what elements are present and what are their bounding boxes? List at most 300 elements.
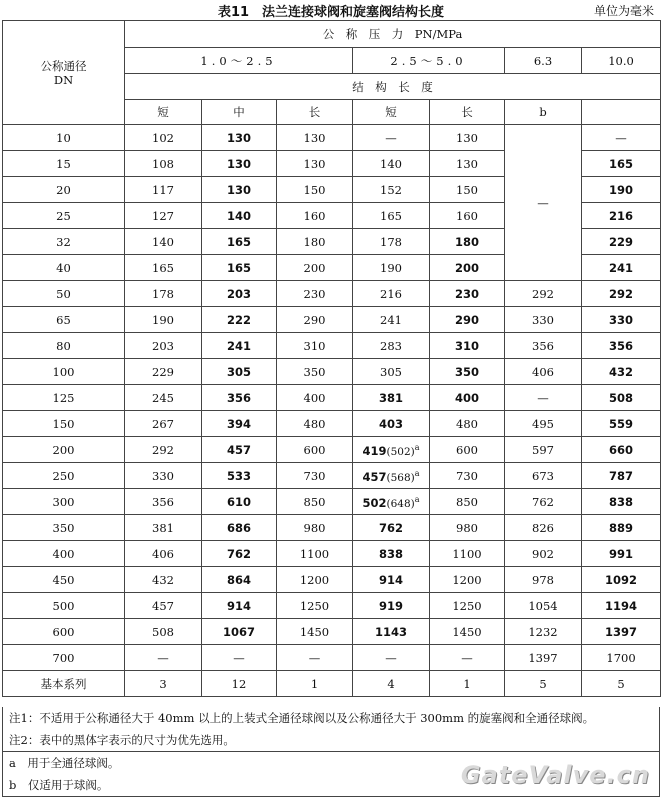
basic-series-label: 基本系列 <box>3 671 125 697</box>
long-2-cell-value: 290 <box>454 312 479 327</box>
dn-cell-value: 350 <box>52 520 75 535</box>
b-cell <box>505 281 582 307</box>
basic-series-value: 5 <box>582 671 661 697</box>
pn10-cell-value: 889 <box>609 520 634 535</box>
subcol-medium: 中 <box>202 100 277 125</box>
short-1-cell <box>125 151 202 177</box>
medium-cell-value: 686 <box>226 520 251 535</box>
pn10-cell <box>582 255 661 281</box>
long-1-cell <box>277 463 353 489</box>
dn-cell-value: 32 <box>56 234 71 249</box>
short-1-cell <box>125 281 202 307</box>
structure-length-header: 结 构 长 度 <box>125 74 661 100</box>
short-1-cell <box>125 645 202 671</box>
long-1-cell-value: 230 <box>303 286 326 301</box>
long-2-cell-value: 1250 <box>452 598 482 613</box>
note-1: 注1：不适用于公称通径大于 40mm 以上的上装式全通径球阀以及公称通径大于 300mm 的旋塞阀和全通径球阀。 <box>9 711 595 725</box>
medium-cell <box>202 645 277 671</box>
medium-cell <box>202 567 277 593</box>
short-1-cell-value: 457 <box>152 598 174 613</box>
watermark-logo: GateValve.cn <box>460 761 650 789</box>
dn-cell-value: 200 <box>52 442 75 457</box>
b-cell <box>505 359 582 385</box>
long-2-cell <box>430 489 505 515</box>
table-row <box>3 489 661 515</box>
medium-cell <box>202 593 277 619</box>
short-2-cell-value: 457 <box>362 469 387 484</box>
long-1-cell <box>277 359 353 385</box>
dn-header-cell <box>3 21 125 125</box>
pn10-cell-value: 241 <box>609 260 634 275</box>
medium-cell-value: 222 <box>226 312 251 327</box>
dn-cell <box>3 177 125 203</box>
b-cell <box>505 411 582 437</box>
long-2-cell <box>430 203 505 229</box>
pn10-cell <box>582 541 661 567</box>
short-2-cell <box>353 203 430 229</box>
medium-cell-value: 130 <box>226 130 251 145</box>
short-2-fullbore-value: (648) <box>386 497 415 510</box>
pn10-cell-value: 1397 <box>605 624 638 639</box>
b-cell-value: 673 <box>532 468 554 483</box>
dn-cell <box>3 359 125 385</box>
short-2-cell-value: 241 <box>380 312 402 327</box>
long-2-cell-value: 400 <box>454 390 479 405</box>
long-2-cell <box>430 411 505 437</box>
medium-cell <box>202 463 277 489</box>
subcol-b: b <box>505 100 582 125</box>
pn10-cell <box>582 151 661 177</box>
long-1-cell <box>277 125 353 151</box>
long-1-cell <box>277 593 353 619</box>
short-1-cell-value: 190 <box>152 312 174 327</box>
short-2-cell-value: 178 <box>380 234 402 249</box>
long-1-cell <box>277 255 353 281</box>
b-cell-value: 330 <box>532 312 554 327</box>
dn-cell-value: 700 <box>52 650 75 665</box>
dn-cell <box>3 619 125 645</box>
pn10-cell <box>582 645 661 671</box>
short-1-cell <box>125 359 202 385</box>
short-2-fullbore-value: (568) <box>386 471 415 484</box>
dn-cell <box>3 203 125 229</box>
medium-cell-value: — <box>233 650 245 665</box>
medium-cell-value: 864 <box>226 572 251 587</box>
short-2-cell-value: 140 <box>380 156 402 171</box>
medium-cell-value: 457 <box>226 442 251 457</box>
short-1-cell <box>125 385 202 411</box>
long-2-cell-value: 130 <box>456 130 478 145</box>
short-2-cell <box>353 151 430 177</box>
b-cell-value: 406 <box>532 364 554 379</box>
table-row <box>3 541 661 567</box>
long-2-cell-value: 1450 <box>452 624 482 639</box>
short-1-cell-value: 245 <box>152 390 174 405</box>
short-2-cell-value: 381 <box>378 390 403 405</box>
b-cell <box>505 645 582 671</box>
b-cell <box>505 567 582 593</box>
short-1-cell <box>125 203 202 229</box>
dn-header-unit: DN <box>53 72 74 87</box>
pressure-header: 公 称 压 力 PN/MPa <box>125 21 661 48</box>
short-2-cell-value: 152 <box>380 182 402 197</box>
short-1-cell-value: 267 <box>152 416 174 431</box>
long-2-cell-value: 150 <box>456 182 478 197</box>
long-2-cell <box>430 593 505 619</box>
pn10-cell <box>582 307 661 333</box>
dn-cell <box>3 593 125 619</box>
long-1-cell-value: 350 <box>303 364 326 379</box>
pn10-cell <box>582 515 661 541</box>
long-1-cell <box>277 411 353 437</box>
short-2-cell-value: 762 <box>378 520 403 535</box>
b-cell-value: 902 <box>532 546 554 561</box>
long-1-cell-value: 730 <box>303 468 326 483</box>
pressure-group-1: 1.0～2.5 <box>125 48 353 74</box>
dn-cell-value: 400 <box>52 546 75 561</box>
pn10-cell <box>582 437 661 463</box>
data-body <box>3 125 661 671</box>
pn10-cell-value: 1700 <box>606 650 636 665</box>
short-2-cell <box>353 489 430 515</box>
table-row <box>3 619 661 645</box>
long-1-cell-value: 1100 <box>299 546 330 561</box>
pn10-cell-value: 838 <box>609 494 634 509</box>
table-row <box>3 333 661 359</box>
long-1-cell <box>277 229 353 255</box>
dn-cell-value: 100 <box>52 364 75 379</box>
b-cell-value: 826 <box>532 520 554 535</box>
footnote-a-mark: a <box>414 494 420 504</box>
table-row <box>3 567 661 593</box>
dn-cell-value: 500 <box>52 598 75 613</box>
long-2-cell-value: 980 <box>456 520 478 535</box>
short-2-cell-value: 190 <box>380 260 402 275</box>
b-cell-value: 1054 <box>528 598 558 613</box>
header-row-pressure <box>3 21 661 48</box>
short-1-cell-value: 330 <box>152 468 174 483</box>
b-cell <box>505 463 582 489</box>
long-2-cell <box>430 255 505 281</box>
dn-cell-value: 125 <box>52 390 75 405</box>
pn10-cell <box>582 411 661 437</box>
long-1-cell-value: 150 <box>303 182 326 197</box>
short-2-cell <box>353 255 430 281</box>
short-1-cell <box>125 255 202 281</box>
table-row <box>3 437 661 463</box>
medium-cell-value: 356 <box>226 390 251 405</box>
medium-cell-value: 533 <box>226 468 251 483</box>
b-cell <box>505 307 582 333</box>
dn-cell <box>3 489 125 515</box>
pn10-cell <box>582 177 661 203</box>
dn-cell <box>3 229 125 255</box>
long-1-cell <box>277 281 353 307</box>
short-2-cell-value: 283 <box>380 338 402 353</box>
long-1-cell <box>277 333 353 359</box>
pn10-cell-value: 432 <box>609 364 634 379</box>
b-cell <box>505 489 582 515</box>
pn10-cell-value: 1092 <box>605 572 638 587</box>
short-2-cell <box>353 411 430 437</box>
dn-cell <box>3 151 125 177</box>
pn10-cell <box>582 281 661 307</box>
short-2-cell-value: 216 <box>380 286 402 301</box>
short-1-cell-value: 165 <box>152 260 174 275</box>
short-1-cell-value: 508 <box>152 624 174 639</box>
short-2-cell <box>353 359 430 385</box>
long-1-cell-value: 980 <box>303 520 326 535</box>
pn10-cell <box>582 489 661 515</box>
dn-cell <box>3 255 125 281</box>
short-2-cell <box>353 307 430 333</box>
medium-cell-value: 241 <box>226 338 251 353</box>
medium-cell-value: 203 <box>226 286 251 301</box>
short-1-cell <box>125 411 202 437</box>
medium-cell <box>202 151 277 177</box>
short-2-cell-value: 502 <box>362 495 387 510</box>
short-1-cell-value: 356 <box>152 494 174 509</box>
short-1-cell-value: 178 <box>152 286 174 301</box>
footnote-a: a 用于全通径球阀。 <box>3 751 659 774</box>
long-1-cell <box>277 437 353 463</box>
short-2-cell <box>353 567 430 593</box>
long-1-cell-value: 400 <box>303 390 326 405</box>
long-2-cell-value: 600 <box>456 442 478 457</box>
dn-cell-value: 10 <box>56 130 71 145</box>
long-2-cell-value: 180 <box>454 234 479 249</box>
long-2-cell <box>430 567 505 593</box>
long-1-cell-value: 1200 <box>299 572 330 587</box>
dn-cell-value: 40 <box>56 260 71 275</box>
table-row <box>3 515 661 541</box>
b-cell <box>505 593 582 619</box>
pn10-cell-value: 508 <box>609 390 634 405</box>
short-1-cell <box>125 177 202 203</box>
dn-cell-value: 80 <box>56 338 71 353</box>
short-2-cell <box>353 333 430 359</box>
table-row <box>3 359 661 385</box>
pressure-group-4: 10.0 <box>582 48 661 74</box>
unit-label: 单位为毫米 <box>593 4 654 18</box>
long-1-cell <box>277 307 353 333</box>
medium-cell <box>202 489 277 515</box>
table-row <box>3 281 661 307</box>
short-1-cell-value: 108 <box>152 156 174 171</box>
footnote-a-mark: a <box>414 468 420 478</box>
short-2-cell <box>353 645 430 671</box>
dn-cell-value: 450 <box>52 572 75 587</box>
medium-cell <box>202 515 277 541</box>
dn-cell <box>3 385 125 411</box>
dn-cell-value: 150 <box>52 416 75 431</box>
b-cell <box>505 333 582 359</box>
medium-cell <box>202 359 277 385</box>
short-2-cell-value: 914 <box>378 572 403 587</box>
pressure-group-2: 2.5～5.0 <box>353 48 505 74</box>
b-cell-value: 762 <box>532 494 554 509</box>
medium-cell-value: 1067 <box>222 624 255 639</box>
pn10-cell <box>582 463 661 489</box>
long-2-cell <box>430 229 505 255</box>
short-2-cell-value: — <box>385 650 397 665</box>
short-2-cell <box>353 515 430 541</box>
dn-cell <box>3 541 125 567</box>
medium-cell-value: 914 <box>226 598 251 613</box>
short-2-fullbore-value: (502) <box>386 445 415 458</box>
short-2-cell <box>353 619 430 645</box>
pn10-cell <box>582 333 661 359</box>
b-cell-value: 292 <box>532 286 554 301</box>
long-2-cell-value: — <box>461 650 473 665</box>
long-2-cell-value: 160 <box>456 208 478 223</box>
long-1-cell <box>277 489 353 515</box>
short-1-cell-value: 292 <box>152 442 174 457</box>
medium-cell-value: 610 <box>226 494 251 509</box>
note-2: 注2：表中的黑体字表示的尺寸为优先选用。 <box>9 733 235 747</box>
medium-cell-value: 762 <box>226 546 251 561</box>
short-2-cell-value: 419 <box>362 443 387 458</box>
basic-series-value: 12 <box>202 671 277 697</box>
medium-cell-value: 140 <box>226 208 251 223</box>
pn10-cell <box>582 359 661 385</box>
long-2-cell-value: 200 <box>454 260 479 275</box>
short-1-cell <box>125 489 202 515</box>
short-2-cell <box>353 541 430 567</box>
long-2-cell-value: 310 <box>454 338 479 353</box>
pn10-cell <box>582 567 661 593</box>
long-1-cell-value: 180 <box>303 234 326 249</box>
short-1-cell <box>125 619 202 645</box>
long-2-cell-value: 1200 <box>452 572 482 587</box>
short-2-cell-value: 838 <box>378 546 403 561</box>
short-1-cell-value: — <box>157 650 169 665</box>
dn-cell-value: 15 <box>56 156 71 171</box>
pn10-cell <box>582 203 661 229</box>
medium-cell <box>202 307 277 333</box>
pn10-cell-value: 292 <box>609 286 634 301</box>
b-cell-value: 978 <box>532 572 554 587</box>
short-1-cell <box>125 463 202 489</box>
long-2-cell <box>430 619 505 645</box>
dn-cell-value: 20 <box>56 182 71 197</box>
length-table <box>2 20 661 697</box>
long-1-cell <box>277 385 353 411</box>
basic-series-value: 3 <box>125 671 202 697</box>
short-1-cell <box>125 333 202 359</box>
long-2-cell <box>430 463 505 489</box>
long-2-cell <box>430 333 505 359</box>
subcol-short-1: 短 <box>125 100 202 125</box>
dn-cell-value: 250 <box>52 468 75 483</box>
short-2-cell-value: 305 <box>380 364 402 379</box>
basic-series-value: 4 <box>353 671 430 697</box>
short-1-cell-value: 406 <box>152 546 174 561</box>
long-1-cell-value: — <box>308 650 321 665</box>
long-2-cell <box>430 515 505 541</box>
long-1-cell-value: 130 <box>303 130 326 145</box>
long-1-cell <box>277 567 353 593</box>
short-2-cell <box>353 125 430 151</box>
basic-series-value: 1 <box>277 671 353 697</box>
b-cell <box>505 385 582 411</box>
medium-cell <box>202 203 277 229</box>
short-1-cell-value: 127 <box>152 208 174 223</box>
pn10-cell <box>582 619 661 645</box>
footnote-b: b 仅适用于球阀。 <box>9 778 109 792</box>
long-2-cell-value: 130 <box>456 156 478 171</box>
long-1-cell-value: 1450 <box>299 624 330 639</box>
basic-series-value: 1 <box>430 671 505 697</box>
b-cell <box>505 515 582 541</box>
pn10-cell-value: 216 <box>609 208 634 223</box>
long-1-cell-value: 130 <box>303 156 326 171</box>
short-2-cell <box>353 229 430 255</box>
pn10-cell-value: 190 <box>609 182 634 197</box>
short-1-cell <box>125 125 202 151</box>
long-1-cell-value: 160 <box>303 208 326 223</box>
pn10-cell <box>582 385 661 411</box>
short-2-cell-value: 403 <box>378 416 403 431</box>
table-row <box>3 645 661 671</box>
short-1-cell <box>125 229 202 255</box>
pn10-cell-value: 787 <box>609 468 634 483</box>
dn-cell <box>3 411 125 437</box>
pn10-cell-value: — <box>615 130 627 145</box>
short-2-cell <box>353 385 430 411</box>
long-1-cell <box>277 619 353 645</box>
pn10-cell-value: 1194 <box>605 598 638 613</box>
table-row <box>3 593 661 619</box>
long-1-cell <box>277 151 353 177</box>
medium-cell <box>202 229 277 255</box>
b-cell-value: 597 <box>532 442 554 457</box>
pn10-cell-value: 356 <box>609 338 634 353</box>
dn-cell <box>3 515 125 541</box>
pn10-cell-value: 991 <box>609 546 634 561</box>
long-2-cell-value: 350 <box>454 364 479 379</box>
medium-cell-value: 305 <box>226 364 251 379</box>
b-merged-cell <box>505 125 582 281</box>
pn10-cell <box>582 125 661 151</box>
long-2-cell-value: 480 <box>456 416 478 431</box>
dn-cell <box>3 567 125 593</box>
subcol-long-2: 长 <box>430 100 505 125</box>
dn-cell-value: 50 <box>56 286 71 301</box>
long-1-cell-value: 290 <box>303 312 326 327</box>
short-2-cell <box>353 593 430 619</box>
basic-series-row <box>3 671 661 697</box>
long-2-cell <box>430 645 505 671</box>
medium-cell-value: 394 <box>226 416 251 431</box>
short-2-cell <box>353 437 430 463</box>
medium-cell <box>202 619 277 645</box>
pressure-group-3: 6.3 <box>505 48 582 74</box>
short-1-cell-value: 381 <box>152 520 174 535</box>
long-2-cell-value: 230 <box>454 286 479 301</box>
medium-cell <box>202 385 277 411</box>
dn-cell-value: 25 <box>56 208 71 223</box>
long-1-cell-value: 1250 <box>299 598 330 613</box>
b-cell-value: 356 <box>532 338 554 353</box>
pn10-cell-value: 660 <box>609 442 634 457</box>
subcol-short-2: 短 <box>353 100 430 125</box>
dn-cell <box>3 463 125 489</box>
pn10-cell-value: 165 <box>609 156 634 171</box>
short-1-cell <box>125 437 202 463</box>
dn-cell <box>3 307 125 333</box>
short-1-cell-value: 229 <box>152 364 174 379</box>
